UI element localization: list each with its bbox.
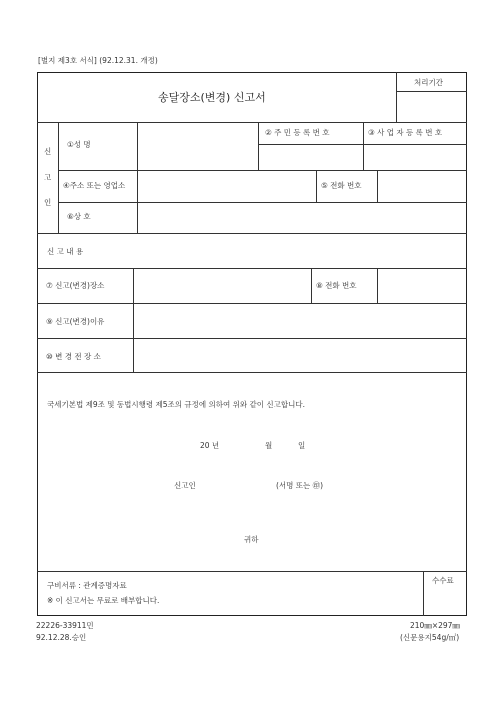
approval-date: 92.12.28.승인: [36, 633, 87, 642]
reporter-bottom-line: [37, 233, 467, 234]
paper-size: 210㎜×297㎜: [410, 621, 460, 630]
date-year: 20 년: [200, 441, 220, 450]
phone-field-5[interactable]: [377, 170, 466, 202]
resident-number-label: ② 주 민 등 록 번 호: [265, 128, 330, 137]
paper-type: (신문용지54g/㎡): [400, 633, 460, 642]
trade-name-label: ⑥상 호: [67, 212, 91, 221]
date-month: 월: [265, 441, 273, 450]
form-title: 송달장소(변경) 신고서: [158, 91, 266, 104]
address-field[interactable]: [137, 170, 315, 202]
row-line-previous: [37, 372, 467, 373]
reporter-signature-label: 신고인: [174, 481, 196, 490]
report-content-label: 신 고 내 용: [47, 247, 84, 256]
form-code: 22226-33911민: [36, 621, 94, 630]
phone-label-8: ⑧ 전화 번호: [316, 281, 357, 290]
business-number-label: ③ 사 업 자 등 록 번 호: [368, 128, 443, 137]
signature-or-seal: (서명 또는 ㊞): [276, 481, 324, 490]
resident-number-field[interactable]: [258, 145, 362, 170]
address-value-divider: [316, 170, 317, 202]
report-place-field[interactable]: [133, 268, 310, 303]
phone-field-8[interactable]: [377, 268, 466, 303]
business-number-field[interactable]: [363, 145, 466, 170]
reporter-side-char-2: 고: [44, 173, 52, 182]
free-distribution-note: ※ 이 신고서는 무료로 배부합니다.: [47, 596, 160, 605]
place-value-divider: [311, 268, 312, 303]
date-day: 일: [298, 441, 306, 450]
reporter-side-char-1: 신: [44, 147, 52, 156]
reason-field[interactable]: [133, 303, 466, 338]
fee-divider: [423, 571, 424, 616]
addressee: 귀하: [244, 535, 259, 544]
trade-name-field[interactable]: [137, 202, 466, 233]
previous-place-label: ⑩ 변 경 전 장 소: [46, 352, 101, 361]
name-label: ①성 명: [67, 140, 91, 149]
processing-divider: [396, 91, 467, 92]
declaration-bottom-line: [37, 571, 467, 572]
reason-label: ⑨ 신고(변경)이유: [46, 317, 105, 326]
form-header: [별지 제3호 서식] (92.12.31. 개정): [38, 56, 158, 65]
processing-period-label: 처리기간: [414, 78, 443, 87]
fee-label: 수수료: [432, 576, 454, 585]
address-label: ④주소 또는 영업소: [63, 181, 126, 190]
report-place-label: ⑦ 신고(변경)장소: [46, 281, 105, 290]
required-documents: 구비서류 : 관계증명자료: [47, 581, 127, 590]
reporter-side-char-3: 인: [44, 198, 52, 207]
declaration-statement: 국세기본법 제9조 및 동법시행령 제5조의 규정에 의하여 위와 같이 신고합니다.: [47, 400, 305, 409]
title-divider: [396, 72, 397, 122]
phone-label-5: ⑤ 전화 번호: [321, 181, 362, 190]
reporter-side-divider: [58, 122, 59, 233]
previous-place-field[interactable]: [133, 338, 466, 372]
name-value-field[interactable]: [137, 122, 257, 170]
